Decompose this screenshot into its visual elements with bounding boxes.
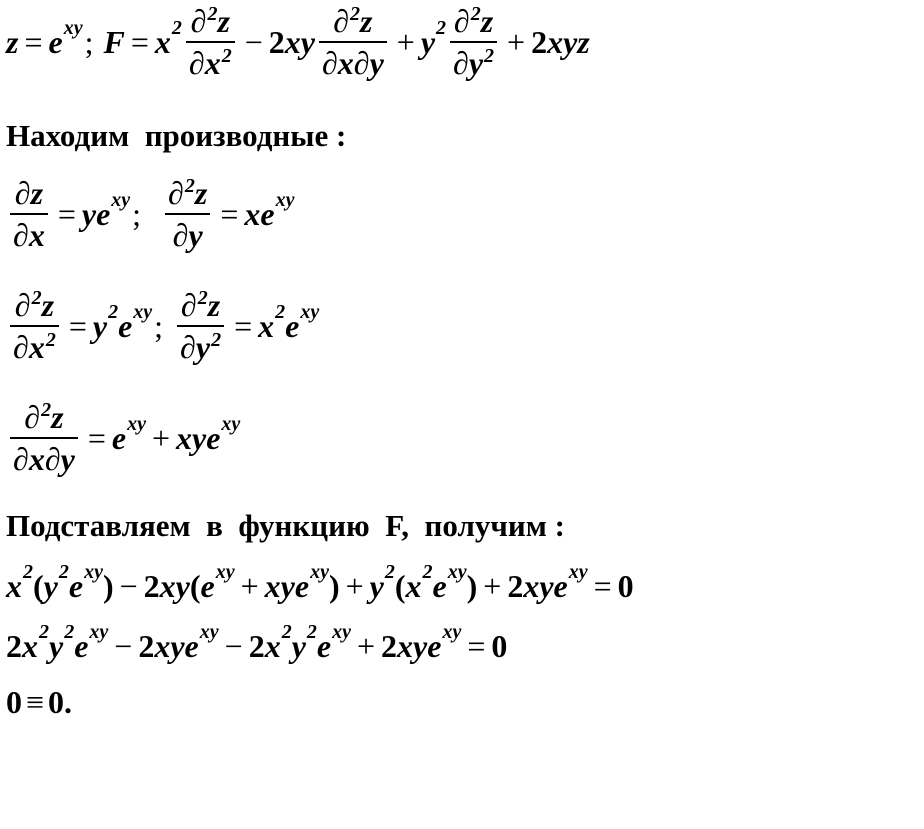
- equation-mixed-derivative: ∂ 2 z ∂ x ∂ y = e xy + xye xy: [6, 400, 240, 477]
- heading-find-derivatives: Находим производные :: [6, 118, 347, 153]
- equation-second-derivatives: ∂ 2 z ∂ x 2 = y 2 e xy ; ∂ 2 z ∂ y 2 = x 2 e xy: [6, 288, 319, 365]
- equation-identity: 0 ≡ 0.: [6, 684, 73, 720]
- heading-substitute: Подставляем в функцию F, получим :: [6, 508, 565, 543]
- equation-definition: z = e xy ; F = x 2 ∂ 2 z ∂ x 2 − 2 xy ∂ 2 z ∂ x ∂ y + y 2 ∂ 2 z ∂ y 2 + 2 xyz: [6, 3, 590, 82]
- equation-first-derivatives: ∂ z ∂ x = ye xy ; ∂ 2 z ∂ y = xe xy: [6, 176, 294, 253]
- equation-substitution: x 2 ( y 2 e xy ) − 2 xy ( e xy + xye xy ) + y 2 ( x 2 e xy ) + 2 xye xy = 0: [6, 561, 634, 604]
- equation-expanded: 2 x 2 y 2 e xy − 2 xye xy − 2 x 2 y 2 e xy + 2 xye xy = 0: [6, 621, 508, 664]
